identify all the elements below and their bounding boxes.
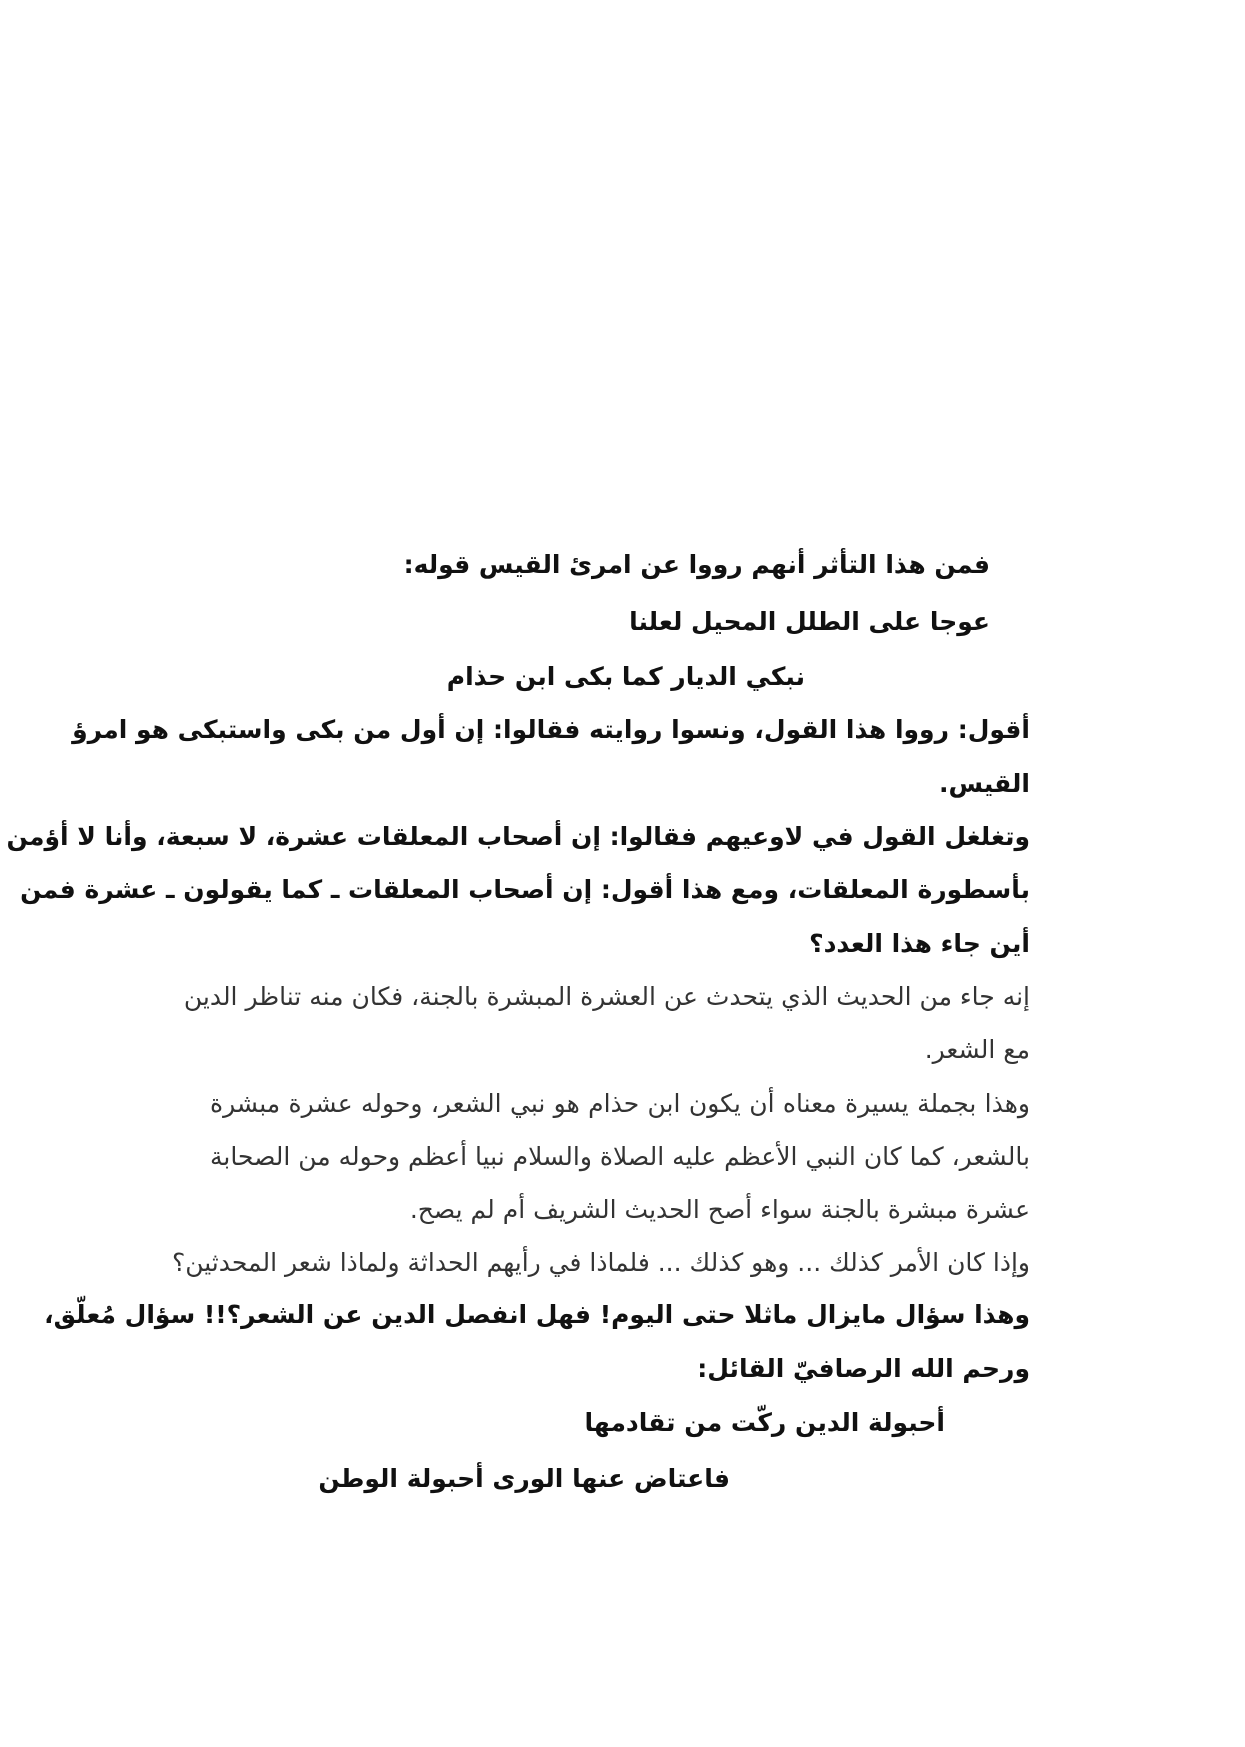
text-line-10: مع الشعر. bbox=[924, 1035, 1030, 1064]
text-line-7: بأسطورة المعلقات، ومع هذا أقول: إن أصحاب المعلقات ـ كما يقولون ـ عشرة فمن bbox=[20, 875, 1030, 904]
text-line-11: وهذا بجملة يسيرة معناه أن يكون ابن حذام هو نبي الشعر، وحوله عشرة مبشرة bbox=[210, 1089, 1030, 1118]
text-line-1: فمن هذا التأثر أنهم رووا عن امرئ القيس قوله: bbox=[403, 550, 990, 579]
text-line-13: عشرة مبشرة بالجنة سواء أصح الحديث الشريف أم لم يصح. bbox=[409, 1195, 1030, 1224]
text-line-15: وهذا سؤال مايزال ماثلا حتى اليوم! فهل انفصل الدين عن الشعر؟!! سؤال مُعلّق، bbox=[44, 1300, 1030, 1329]
verse-line-2: نبكي الديار كما بكى ابن حذام bbox=[446, 662, 805, 691]
text-line-6: وتغلغل القول في لاوعيهم فقالوا: إن أصحاب المعلقات عشرة، لا سبعة، وأنا لا أؤمن bbox=[6, 822, 1030, 851]
text-line-14: وإذا كان الأمر كذلك ... وهو كذلك ... فلماذا في رأيهم الحداثة ولماذا شعر المحدثين؟ bbox=[171, 1248, 1030, 1277]
text-line-8: أين جاء هذا العدد؟ bbox=[809, 929, 1030, 958]
text-line-4: أقول: رووا هذا القول، ونسوا روايته فقالوا: إن أول من بكى واستبكى هو امرؤ bbox=[72, 715, 1030, 744]
text-line-9: إنه جاء من الحديث الذي يتحدث عن العشرة المبشرة بالجنة، فكان منه تناظر الدين bbox=[183, 982, 1030, 1011]
verse-line-3: أحبولة الدين ركّت من تقادمها bbox=[584, 1408, 945, 1437]
verse-line-4: فاعتاض عنها الورى أحبولة الوطن bbox=[318, 1464, 730, 1493]
text-line-5: القيس. bbox=[939, 769, 1030, 798]
verse-line-1: عوجا على الطلل المحيل لعلنا bbox=[629, 607, 990, 636]
text-line-16: ورحم الله الرصافيّ القائل: bbox=[697, 1354, 1030, 1383]
text-line-12: بالشعر، كما كان النبي الأعظم عليه الصلاة والسلام نبيا أعظم وحوله من الصحابة bbox=[209, 1142, 1030, 1171]
